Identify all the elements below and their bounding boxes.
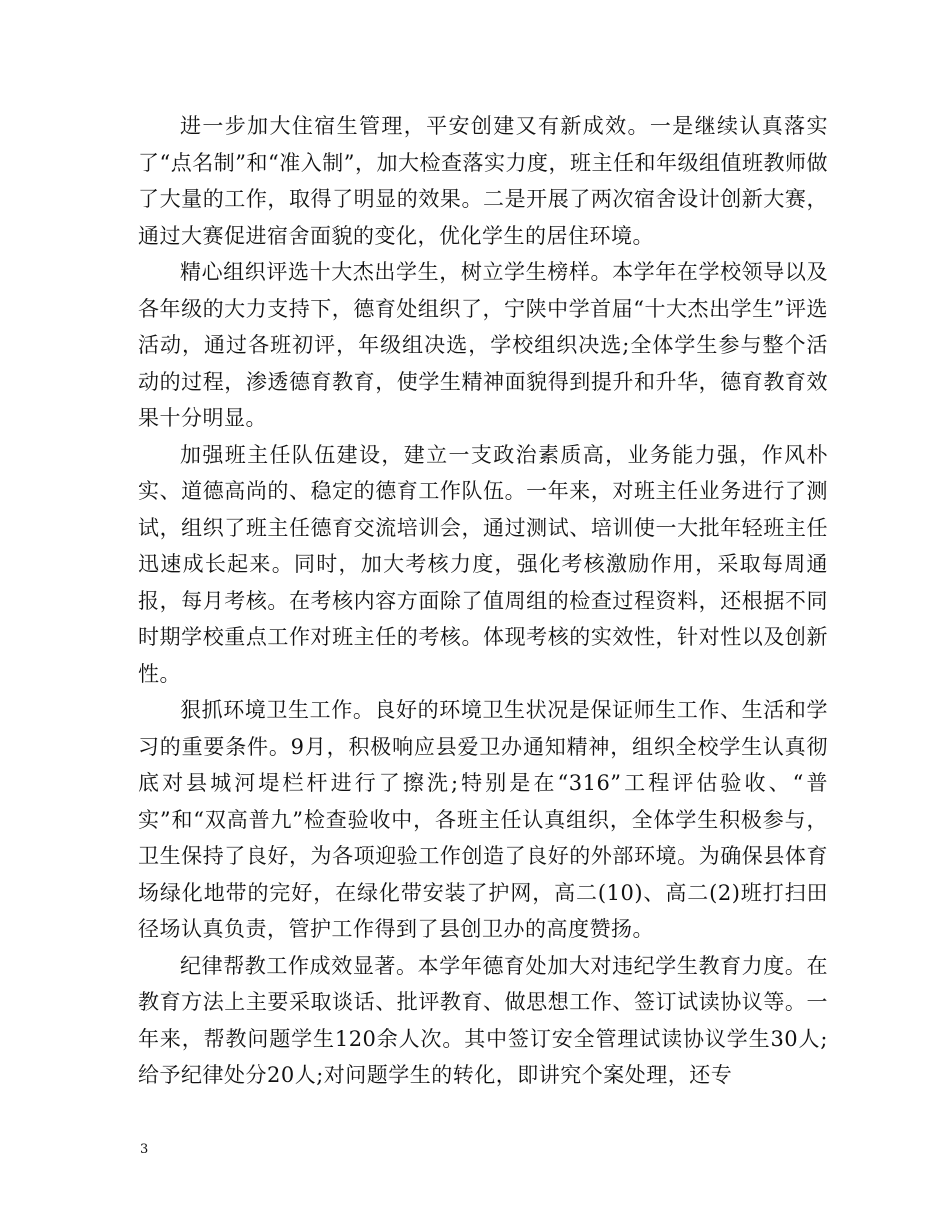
paragraph-discipline-education: 纪律帮教工作成效显著。本学年德育处加大对违纪学生教育力度。在教育方法上主要采取谈话、批评教育、做思想工作、签订试读协议等。一年来，帮教问题学生120余人次。其中签订安全管理试读协议学生30人;给予纪律处分20人;对问题学生的转化，即讲究个案处理，还专 bbox=[138, 953, 828, 1087]
paragraph-dormitory-management: 进一步加大住宿生管理，平安创建又有新成效。一是继续认真落实了“点名制”和“准入制”，加大检查落实力度，班主任和年级组值班教师做了大量的工作，取得了明显的效果。二是开展了两次宿舍设计创新大赛，通过大赛促进宿舍面貌的变化，优化学生的居住环境。 bbox=[138, 114, 828, 248]
document-body bbox=[138, 108, 828, 1094]
paragraph-environmental-hygiene: 狠抓环境卫生工作。良好的环境卫生状况是保证师生工作、生活和学习的重要条件。9月，积极响应县爱卫办通知精神，组织全校学生认真彻底对县城河堤栏杆进行了擦洗;特别是在“316”工程评估验收、“普实”和“双高普九”检查验收中，各班主任认真组织，全体学生积极参与，卫生保持了良好，为各项迎验工作创造了良好的外部环境。为确保县体育场绿化地带的完好，在绿化带安装了护网，高二(10)、高二(2)班打扫田径场认真负责，管护工作得到了县创卫办的高度赞扬。 bbox=[138, 698, 828, 941]
paragraph-head-teacher-team: 加强班主任队伍建设，建立一支政治素质高，业务能力强，作风朴实、道德高尚的、稳定的德育工作队伍。一年来，对班主任业务进行了测试，组织了班主任德育交流培训会，通过测试、培训使一大批年轻班主任迅速成长起来。同时，加大考核力度，强化考核激励作用，采取每周通报，每月考核。在考核内容方面除了值周组的检查过程资料，还根据不同时期学校重点工作对班主任的考核。体现考核的实效性，针对性以及创新性。 bbox=[138, 442, 828, 686]
page-number: 3 bbox=[140, 1142, 149, 1157]
paragraph-outstanding-students: 精心组织评选十大杰出学生，树立学生榜样。本学年在学校领导以及各年级的大力支持下，德育处组织了，宁陕中学首届“十大杰出学生”评选活动，通过各班初评，年级组决选，学校组织决选;全体学生参与整个活动的过程，渗透德育教育，使学生精神面貌得到提升和升华，德育教育效果十分明显。 bbox=[138, 260, 828, 430]
